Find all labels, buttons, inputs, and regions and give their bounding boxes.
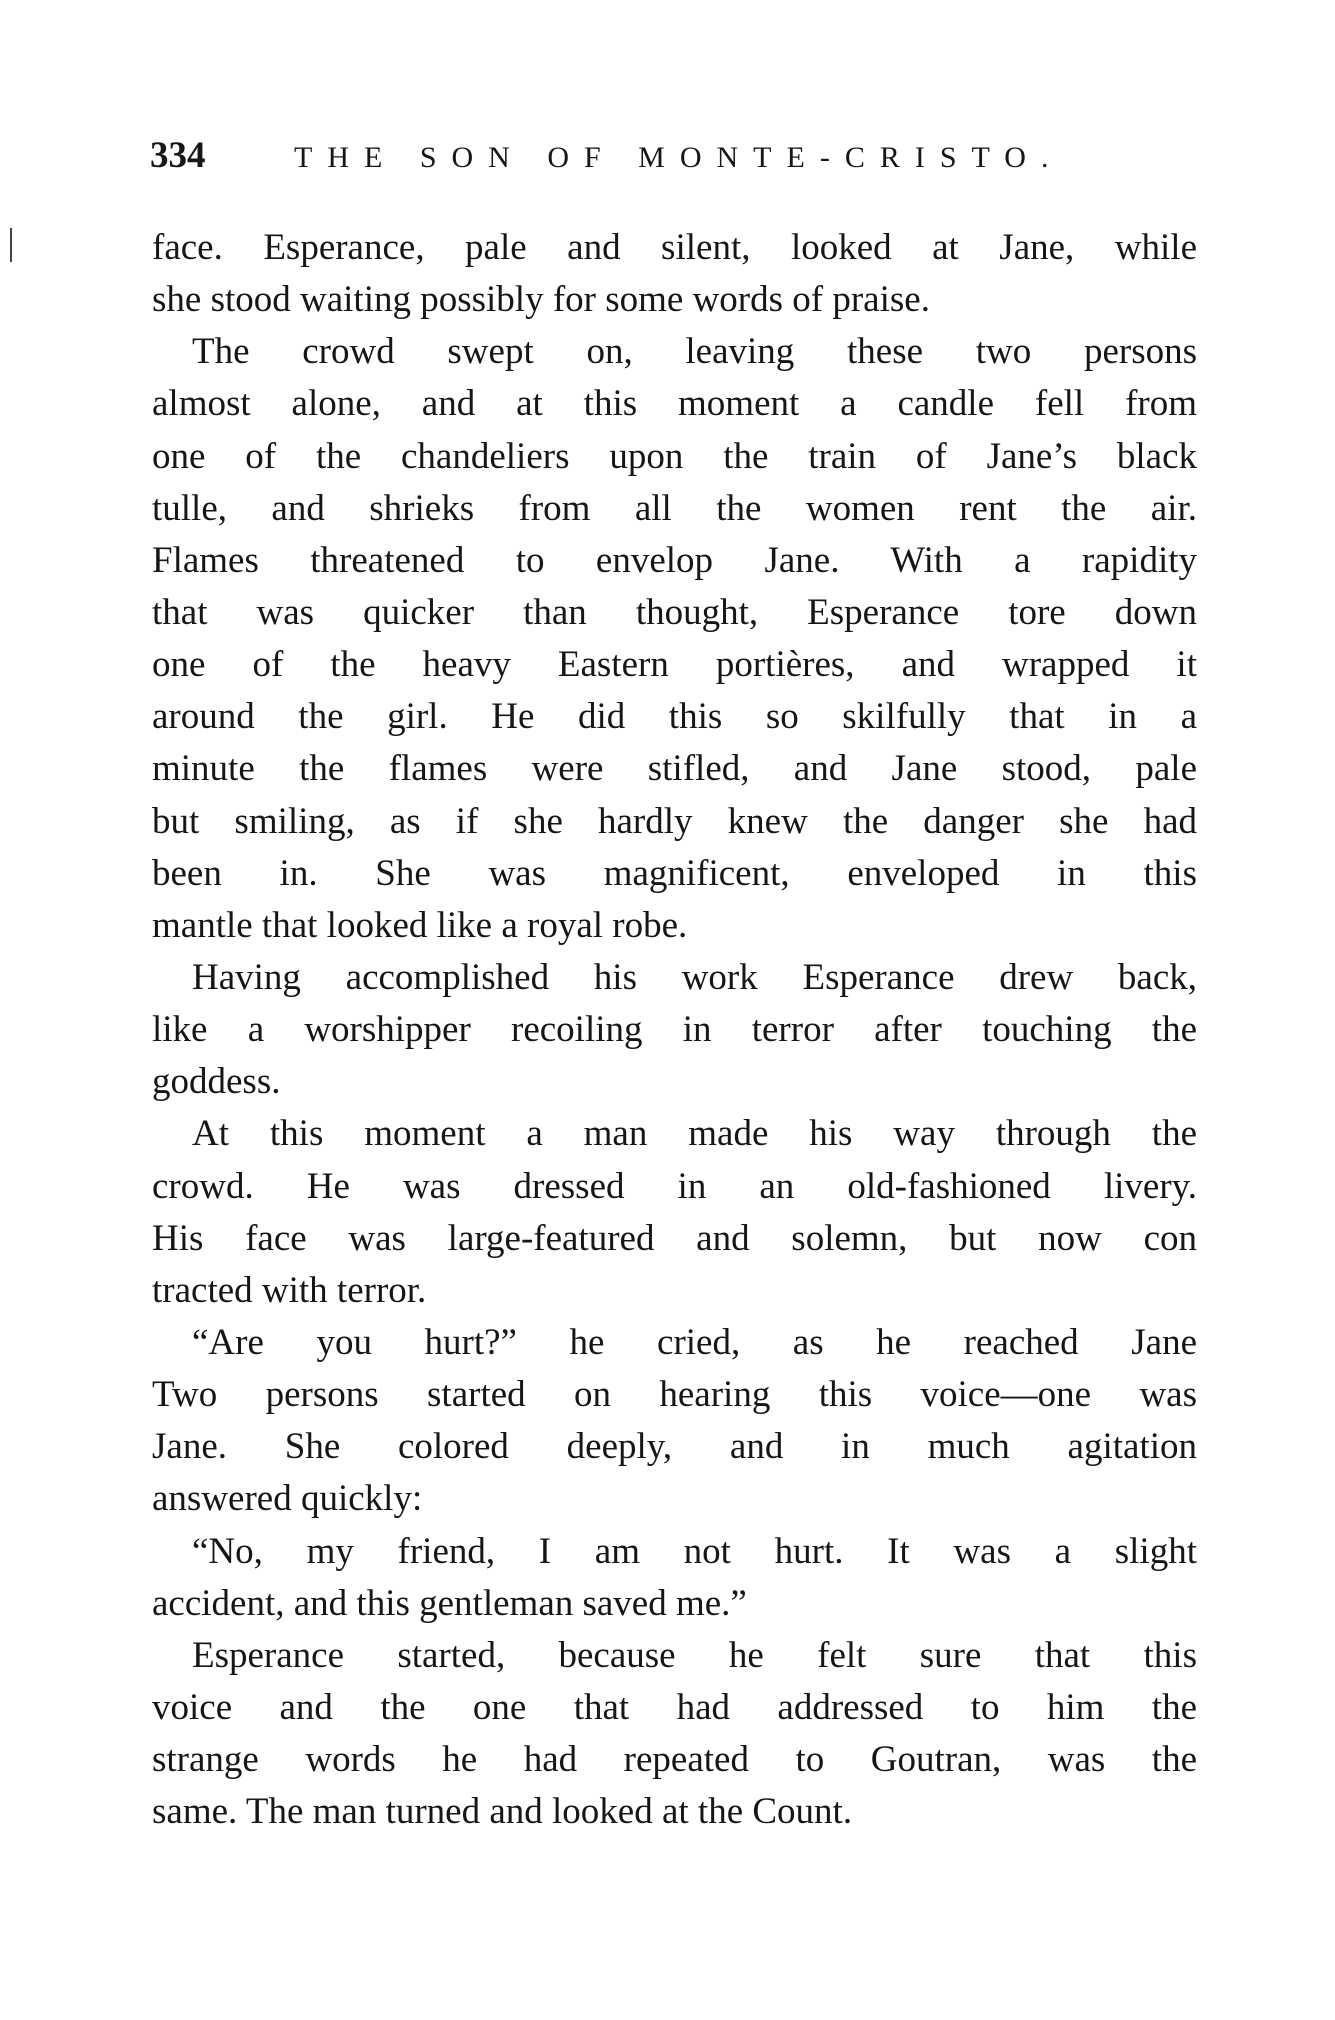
text-line: Two persons started on hearing this voice—one was bbox=[152, 1374, 1197, 1416]
text-line: At this moment a man made his way through the bbox=[192, 1113, 1197, 1155]
text-line: around the girl. He did this so skilfully that in a bbox=[152, 696, 1197, 738]
text-line: Flames threatened to envelop Jane. With a rapidity bbox=[152, 539, 1197, 581]
text-line: goddess. bbox=[152, 1061, 281, 1103]
text-line: strange words he had repeated to Goutran, was the bbox=[152, 1739, 1197, 1781]
text-line: voice and the one that had addressed to him the bbox=[152, 1686, 1197, 1728]
text-line: His face was large-featured and solemn, but now con bbox=[152, 1217, 1197, 1259]
text-line: minute the flames were stifled, and Jane stood, pale bbox=[152, 748, 1197, 790]
text-line: mantle that looked like a royal robe. bbox=[152, 904, 688, 946]
body-text bbox=[152, 222, 1197, 1838]
text-line: one of the heavy Eastern portières, and wrapped it bbox=[152, 644, 1197, 686]
page-header bbox=[150, 134, 1190, 178]
text-line: tulle, and shrieks from all the women rent the air. bbox=[152, 487, 1197, 529]
text-line: answered quickly: bbox=[152, 1478, 423, 1520]
page-number: 334 bbox=[150, 135, 206, 176]
text-line: accident, and this gentleman saved me.” bbox=[152, 1582, 747, 1624]
text-line: same. The man turned and looked at the Count. bbox=[152, 1791, 853, 1833]
margin-mark bbox=[10, 228, 12, 262]
text-line: “No, my friend, I am not hurt. It was a slight bbox=[192, 1530, 1197, 1572]
text-line: face. Esperance, pale and silent, looked at Jane, while bbox=[152, 227, 1197, 268]
text-line: been in. She was magnificent, enveloped in this bbox=[152, 852, 1197, 894]
running-title: THE SON OF MONTE-CRISTO. bbox=[294, 141, 1064, 174]
text-line: Esperance started, because he felt sure that this bbox=[192, 1634, 1197, 1676]
text-line: she stood waiting possibly for some words of praise. bbox=[152, 279, 930, 321]
text-line: that was quicker than thought, Esperance tore down bbox=[152, 591, 1197, 633]
text-line: Having accomplished his work Esperance drew back, bbox=[192, 956, 1197, 998]
text-line: Jane. She colored deeply, and in much agitation bbox=[152, 1426, 1197, 1468]
text-line: crowd. He was dressed in an old-fashioned livery. bbox=[152, 1165, 1197, 1207]
text-line: but smiling, as if she hardly knew the danger she had bbox=[152, 800, 1197, 842]
text-line: “Are you hurt?” he cried, as he reached Jane bbox=[192, 1321, 1197, 1363]
text-line: almost alone, and at this moment a candle fell from bbox=[152, 383, 1197, 425]
text-line: like a worshipper recoiling in terror after touching the bbox=[152, 1009, 1197, 1051]
text-line: The crowd swept on, leaving these two persons bbox=[192, 331, 1197, 373]
text-line: tracted with terror. bbox=[152, 1269, 427, 1311]
text-line: one of the chandeliers upon the train of Jane’s black bbox=[152, 435, 1197, 477]
